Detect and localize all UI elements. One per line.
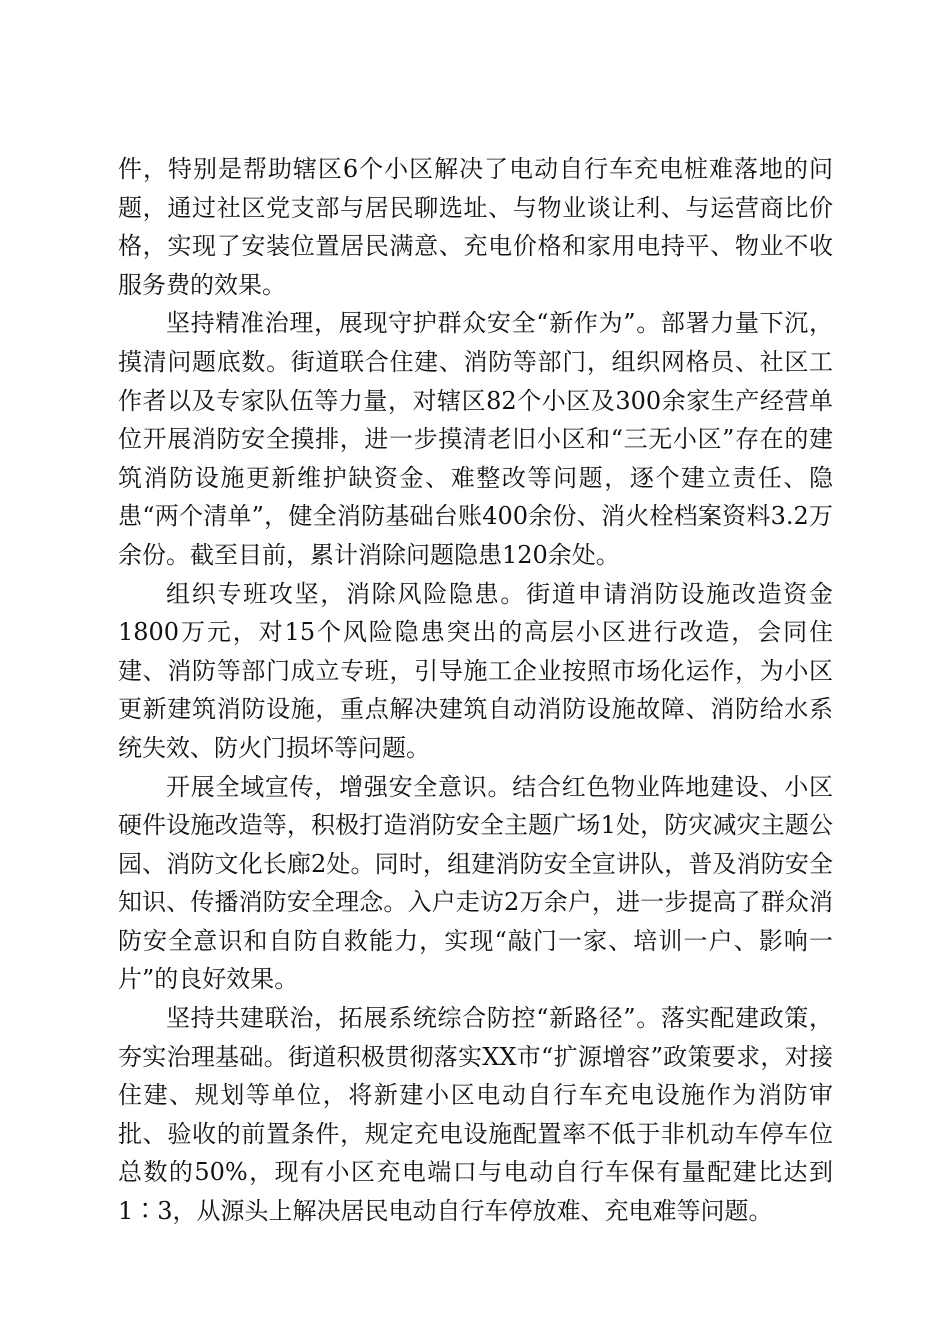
document-body — [118, 150, 833, 1231]
paragraph-special-task-force: 组织专班攻坚，消除风险隐患。街道申请消防设施改造资金1800万元，对15个风险隐患突出的高层小区进行改造，会同住建、消防等部门成立专班，引导施工企业按照市场化运作，为小区更新建筑消防设施，重点解决建筑自动消防设施故障、消防给水系统失效、防火门损坏等问题。 — [118, 579, 833, 762]
paragraph-publicity: 开展全域宣传，增强安全意识。结合红色物业阵地建设、小区硬件设施改造等，积极打造消防安全主题广场1处，防灾减灾主题公园、消防文化长廊2处。同时，组建消防安全宣讲队，普及消防安全知识、传播消防安全理念。入户走访2万余户，进一步提高了群众消防安全意识和自防自救能力，实现“敲门一家、培训一户、影响一片”的良好效果。 — [118, 772, 833, 994]
paragraph-precise-governance: 坚持精准治理，展现守护群众安全“新作为”。部署力量下沉，摸清问题底数。街道联合住建、消防等部门，组织网格员、社区工作者以及专家队伍等力量，对辖区82个小区及300余家生产经营单位开展消防安全摸排，进一步摸清老旧小区和“三无小区”存在的建筑消防设施更新维护缺资金、难整改等问题，逐个建立责任、隐患“两个清单”，健全消防基础台账400余份、消火栓档案资料3.2万余份。截至目前，累计消除问题隐患120余处。 — [118, 309, 833, 569]
paragraph-joint-governance: 坚持共建联治，拓展系统综合防控“新路径”。落实配建政策，夯实治理基础。街道积极贯彻落实XX市“扩源增容”政策要求，对接住建、规划等单位，将新建小区电动自行车充电设施作为消防审批、验收的前置条件，规定充电设施配置率不低于非机动车停车位总数的50%，现有小区充电端口与电动自行车保有量配建比达到1∶3，从源头上解决居民电动自行车停放难、充电难等问题。 — [118, 1004, 833, 1226]
paragraph-continuation: 件，特别是帮助辖区6个小区解决了电动自行车充电桩难落地的问题，通过社区党支部与居民聊选址、与物业谈让利、与运营商比价格，实现了安装位置居民满意、充电价格和家用电持平、物业不收服务费的效果。 — [118, 155, 833, 299]
